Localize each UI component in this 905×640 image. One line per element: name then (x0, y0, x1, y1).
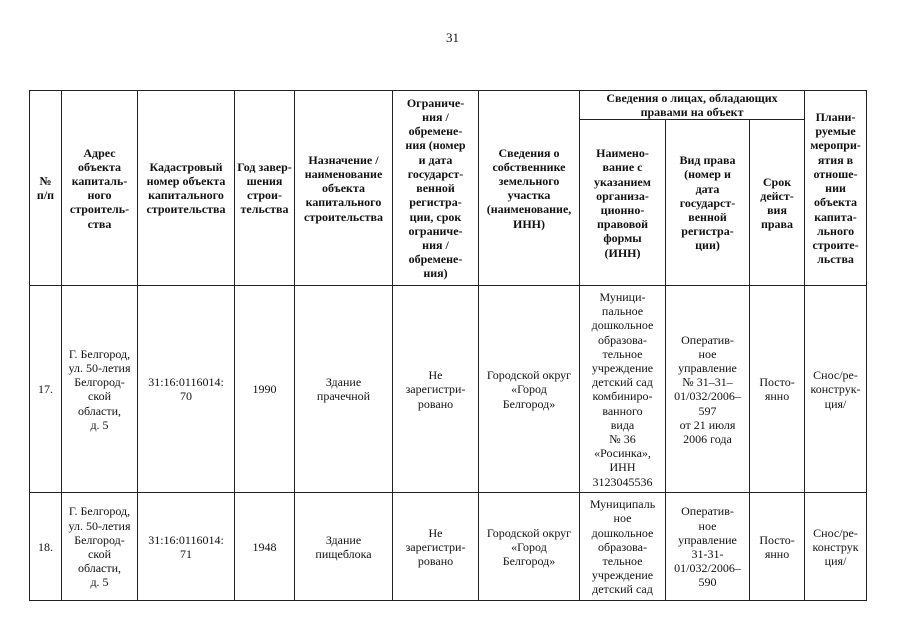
row-land-owner: Городской округ «Город Белгород» (479, 493, 580, 601)
header-purpose: Назначение / наименование объекта капитального строительства (295, 91, 393, 286)
row-purpose: Здание пищеблока (295, 493, 393, 601)
row-right-term: Посто- янно (750, 286, 805, 493)
row-planned-measures: Снос/ре- конструк ция/ (805, 493, 867, 601)
row-completion-year: 1948 (235, 493, 295, 601)
row-completion-year: 1990 (235, 286, 295, 493)
row-number: 18. (30, 493, 62, 601)
row-encumbrance: Не зарегистри- ровано (393, 493, 479, 601)
row-holder-name: Муниципаль ное дошкольное образова- тельное учреждение детский сад (580, 493, 666, 601)
row-address: Г. Белгород, ул. 50-летия Белгород- ской области, д. 5 (62, 493, 138, 601)
header-address: Адрес объекта капиталь- ного строитель- ства (62, 91, 138, 286)
row-right-type: Оператив- ное управление 31-31- 01/032/2006– 590 (666, 493, 750, 601)
header-holder-name: Наимено- вание с указанием организа- ционно- правовой формы (ИНН) (580, 120, 666, 286)
table-header (30, 91, 867, 286)
header-land-owner: Сведения о собственнике земельного участка (наименование, ИНН) (479, 91, 580, 286)
row-number: 17. (30, 286, 62, 493)
property-registry-table (29, 90, 867, 601)
header-cadastral-number: Кадастровый номер объекта капитального строительства (138, 91, 235, 286)
header-rights-holders-group: Сведения о лицах, обладающих правами на объект (580, 91, 805, 120)
header-number: № п/п (30, 91, 62, 286)
row-planned-measures: Снос/ре- конструк- ция/ (805, 286, 867, 493)
header-right-type: Вид права (номер и дата государст- венной регистра- ции) (666, 120, 750, 286)
row-right-term: Посто- янно (750, 493, 805, 601)
row-holder-name: Муници- пальное дошкольное образова- тельное учреждение детский сад комбиниро- ванного вида № 36 «Росинка», ИНН 3123045536 (580, 286, 666, 493)
header-completion-year: Год завер- шения строи- тельства (235, 91, 295, 286)
header-encumbrance: Ограниче- ния / обремене- ния (номер и дата государст- венной регистра- ции, срок ограниче- ния / обремене- ния) (393, 91, 479, 286)
header-planned-measures: Плани- руемые меропри- ятия в отноше- нии объекта капита- льного строите- льства (805, 91, 867, 286)
row-encumbrance: Не зарегистри- ровано (393, 286, 479, 493)
page-number: 31 (446, 30, 459, 45)
row-right-type: Оператив- ное управление № 31–31– 01/032/2006– 597 от 21 июля 2006 года (666, 286, 750, 493)
table-row (30, 286, 867, 493)
header-right-term: Срок дейст- вия права (750, 120, 805, 286)
table-row (30, 493, 867, 601)
row-address: Г. Белгород, ул. 50-летия Белгород- ской области, д. 5 (62, 286, 138, 493)
row-cadastral-number: 31:16:0116014: 71 (138, 493, 235, 601)
row-cadastral-number: 31:16:0116014: 70 (138, 286, 235, 493)
row-purpose: Здание прачечной (295, 286, 393, 493)
row-land-owner: Городской округ «Город Белгород» (479, 286, 580, 493)
